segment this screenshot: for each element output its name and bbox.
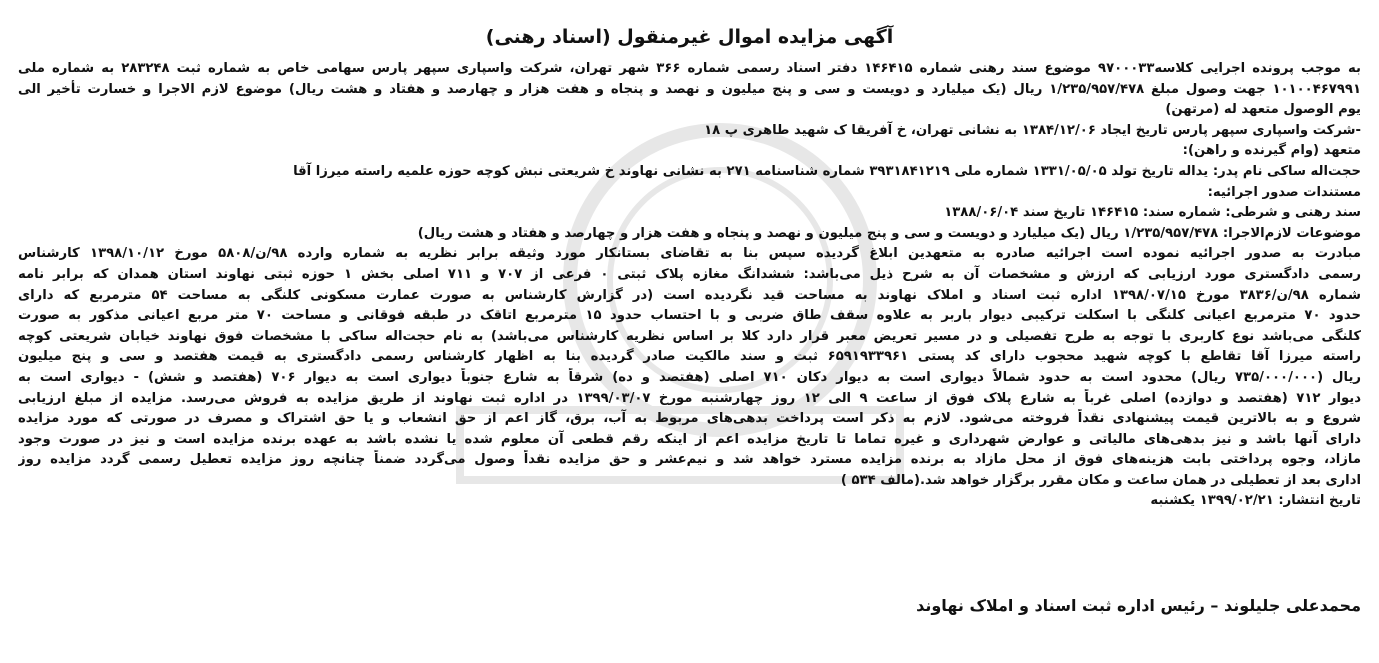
notice-line: ۱۰۱۰۰۴۶۷۹۹۱ جهت وصول مبلغ ۱/۲۳۵/۹۵۷/۴۷۸ ریال (یک میلیارد و دویست و سی و پنج میلیون و نهصد و پنجاه و هفت هزار و چهارصد و هفتاد و هشت ریال) موضوع لازم الاجرا و خسارت تأخیر الی [18, 81, 1361, 97]
notice-line: موضوعات لازم‌الاجرا: ۱/۲۳۵/۹۵۷/۴۷۸ ریال (یک میلیارد و دویست و سی و پنج میلیون و نهصد و پنجاه و هفت هزار و چهارصد و هفتاد و هشت ریال) [417, 225, 1361, 241]
notice-line: شماره ۹۸/ن/۳۸۳۶ مورخ ۱۳۹۸/۰۷/۱۵ اداره ثبت اسناد و املاک نهاوند به مساحت قید نگردیده است (در گزارش کارشناس به صورت عمارت مسکونی کلنگی به مساحت ۵۴ مترمربع که دارای [18, 287, 1361, 303]
notice-line: حجت‌اله ساکی نام پدر: یداله تاریخ تولد ۱۳۳۱/۰۵/۰۵ شماره ملی ۳۹۳۱۸۴۱۲۱۹ شماره شناسنامه ۲۷۱ به نشانی نهاوند خ شریعتی نبش کوچه حوزه علمیه راسته میرزا آقا [293, 163, 1361, 179]
notice-line: ریال (۷۳۵/۰۰۰/۰۰۰ ریال) محدود است به حدود شمالاً دیواری است به دیوار دکان ۷۱۰ اصلی (هفتصد و ده) شرقاً به شارع جنوباً دیواری است به دیوار ۷۰۶ (هفتصد و شش) - دیواری است به [18, 369, 1361, 385]
notice-line: حدود ۷۰ مترمربع اعیانی کلنگی با اسکلت ترکیبی دیوار باربر به علاوه سقف طاق ضربی و با احتساب حدود ۱۵ مترمربع اتاقک در طبقه فوقانی و مساحت ۷۰ متر مربع اعیانی مذکور به صورت [18, 308, 1361, 324]
notice-line: -شرکت واسپاری سپهر پارس تاریخ ایجاد ۱۳۸۴/۱۲/۰۶ به نشانی تهران، خ آفریقا ک شهید طاهری پ ۱۸ [704, 122, 1361, 138]
notice-line: راسته میرزا آقا تقاطع با کوچه شهید محجوب دارای کد پستی ۶۵۹۱۹۳۳۹۶۱ ثبت و سند مالکیت صادر گردیده بنا به اظهار کارشناس رسمی دادگستری به قیمت هفتصد و سی و پنج میلیون [18, 349, 1361, 365]
notice-line: مازاد، وجوه پرداختی بابت هزینه‌های فوق از محل مازاد به برنده مزایده مسترد خواهد شد و نیم‌عشر و حق مزایده نقداً وصول می‌گردد ضمناً چنانچه روز مزایده تعطیل رسمی گردد مزایده روز [18, 452, 1361, 468]
notice-body [18, 59, 1361, 512]
notice-line: به موجب پرونده اجرایی کلاسه۹۷۰۰۰۳۳ موضوع سند رهنی شماره ۱۴۶۴۱۵ دفتر اسناد رسمی شماره ۳۶۶ شهر تهران، شرکت واسپاری سپهر پارس سهامی خاص به شماره ثبت ۲۸۳۲۴۸ به شماره ملی [18, 61, 1361, 76]
notice-line: رسمی دادگستری مورد ارزیابی که ارزش و مشخصات آن به شرح ذیل می‌باشد: ششدانگ مغازه پلاک ثبتی ۰ فرعی از ۷۰۷ و ۷۱۱ اصلی بخش ۱ حوزه ثبتی نهاوند استان همدان که برابر نامه [18, 266, 1361, 282]
notice-line: دارای آنها باشد و نیز بدهی‌های مالیاتی و عوارض شهرداری و غیره تماما تا تاریخ مزایده اعم از اینکه رقم قطعی آن معلوم شده یا نشده باشد به عهده برنده مزایده است و نیز در صورت وجود [18, 431, 1361, 447]
notice-line: اداری بعد از تعطیلی در همان ساعت و مکان مقرر برگزار خواهد شد.(مالف ۵۳۴ ) [840, 472, 1361, 488]
notice-line: متعهد (وام گیرنده و راهن): [1182, 143, 1361, 159]
notice-title: آگهی مزایده اموال غیرمنقول (اسناد رهنی) [485, 26, 894, 48]
notice-line: کلنگی می‌باشد نوع کاربری با توجه به طرح تفصیلی و در مسیر تعریض معبر قرار دارد کلا بر اساس نظریه کارشناس می‌باشد) به نام حجت‌اله ساکی با مشخصات فوق نهاوند خیابان شریعتی کوچه [18, 328, 1361, 344]
notice-line: یوم الوصول متعهد له (مرتهن) [1165, 102, 1361, 118]
notice-line: شروع و به بالاترین قیمت پیشنهادی نقداً فروخته می‌شود. لازم به ذکر است پرداخت بدهی‌های مربوط به آب، برق، گاز اعم از حق انشعاب و یا حق اشتراک و مصرف در صورتی که مورد مزایده [18, 411, 1361, 427]
notice-line: مستندات صدور اجرائیه: [1207, 184, 1361, 200]
notice-line: دیوار ۷۱۲ (هفتصد و دوازده) اصلی غرباً به شارع پلاک فوق از ساعت ۹ الی ۱۲ روز چهارشنبه مورخ ۱۳۹۹/۰۳/۰۷ در اداره ثبت نهاوند از طریق مزایده به فروش می‌رسد. مزایده از مبلغ ارزیابی [18, 390, 1361, 406]
notice-line: سند رهنی و شرطی: شماره سند: ۱۴۶۴۱۵ تاریخ سند ۱۳۸۸/۰۶/۰۴ [944, 205, 1361, 221]
notice-line: مبادرت به صدور اجرائیه نموده است اجرائیه صادره به متعهدین ابلاغ گردیده سپس بنا به تقاضای بستانکار مورد وثیقه برابر نظریه به شماره وارده ۹۸/ن/۵۸۰۸ مورخ ۱۳۹۸/۱۰/۱۲ کارشناس [18, 246, 1361, 262]
signature: محمدعلی جلیلوند – رئیس اداره ثبت اسناد و املاک نهاوند [916, 596, 1361, 615]
publication-date: تاریخ انتشار: ۱۳۹۹/۰۲/۲۱ یکشنبه [1150, 493, 1361, 509]
